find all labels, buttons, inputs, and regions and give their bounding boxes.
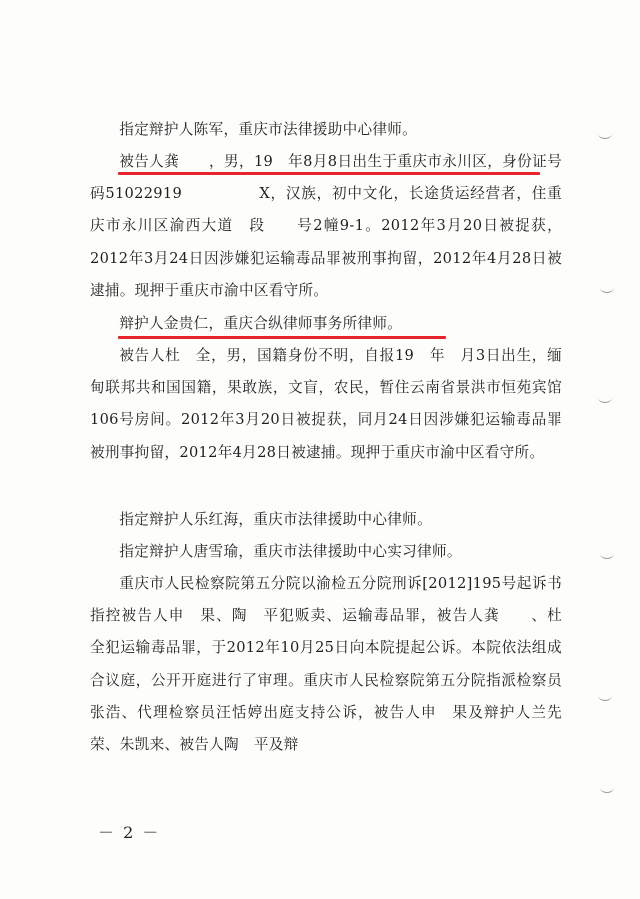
paragraph-defender-le: 指定辩护人乐红海，重庆市法律援助中心律师。 bbox=[119, 511, 432, 528]
binding-hole-mark bbox=[598, 690, 612, 701]
binding-hole-mark bbox=[600, 282, 614, 293]
red-underline-defender-jin bbox=[118, 336, 446, 339]
paragraph-defender-jin: 辩护人金贵仁，重庆合纵律师事务所律师。 bbox=[119, 315, 403, 332]
binding-hole-mark bbox=[598, 128, 612, 139]
binding-hole-mark bbox=[600, 782, 614, 793]
paragraph-defender-tang: 指定辩护人唐雪瑜，重庆市法律援助中心实习律师。 bbox=[119, 543, 462, 560]
binding-hole-mark bbox=[598, 392, 612, 403]
paragraph-prosecution: 重庆市人民检察院第五分院以渝检五分院刑诉[2012]195号起诉书指控被告人申 果、陶 平犯贩卖、运输毒品罪，被告人龚 、杜 全犯运输毒品罪，于2012年10月25日向本院提起公诉。本院依法组成合议庭，公开开庭进行了审理。重庆市人民检察院第五分院指派检察员张浩、代理检察员汪恬婷出庭支持公诉，被告人申 果及辩护人兰先荣、朱凯来、被告人陶 平及辩 bbox=[90, 575, 577, 754]
paragraph-defender-chen: 指定辩护人陈军，重庆市法律援助中心律师。 bbox=[119, 121, 418, 138]
red-underline-defendant-gong bbox=[118, 172, 540, 175]
paragraph-defendant-gong: 被告人龚 ，男，19 年8月8日出生于重庆市永川区，身份证号码51022919 X，汉族，初中文化，长途货运经营者，住重庆市永川区渝西大道 段 号2幢9-1。2012年3月20日被捉获，2012年3月24日因涉嫌犯运输毒品罪被刑事拘留，2012年4月28日被逮捕。现押于重庆市渝中区看守所。 bbox=[90, 153, 562, 299]
paragraph-defendant-du: 被告人杜 全，男，国籍身份不明，自报19 年 月3日出生，缅甸联邦共和国国籍，果敢族，文盲，农民，暂住云南省景洪市恒苑宾馆106号房间。2012年3月20日被捉获，同月24日因涉嫌犯运输毒品罪被刑事拘留，2012年4月28日被逮捕。现押于重庆市渝中区看守所。 bbox=[90, 347, 562, 461]
page-number: － 2 － bbox=[98, 823, 161, 842]
binding-hole-mark bbox=[600, 548, 614, 559]
